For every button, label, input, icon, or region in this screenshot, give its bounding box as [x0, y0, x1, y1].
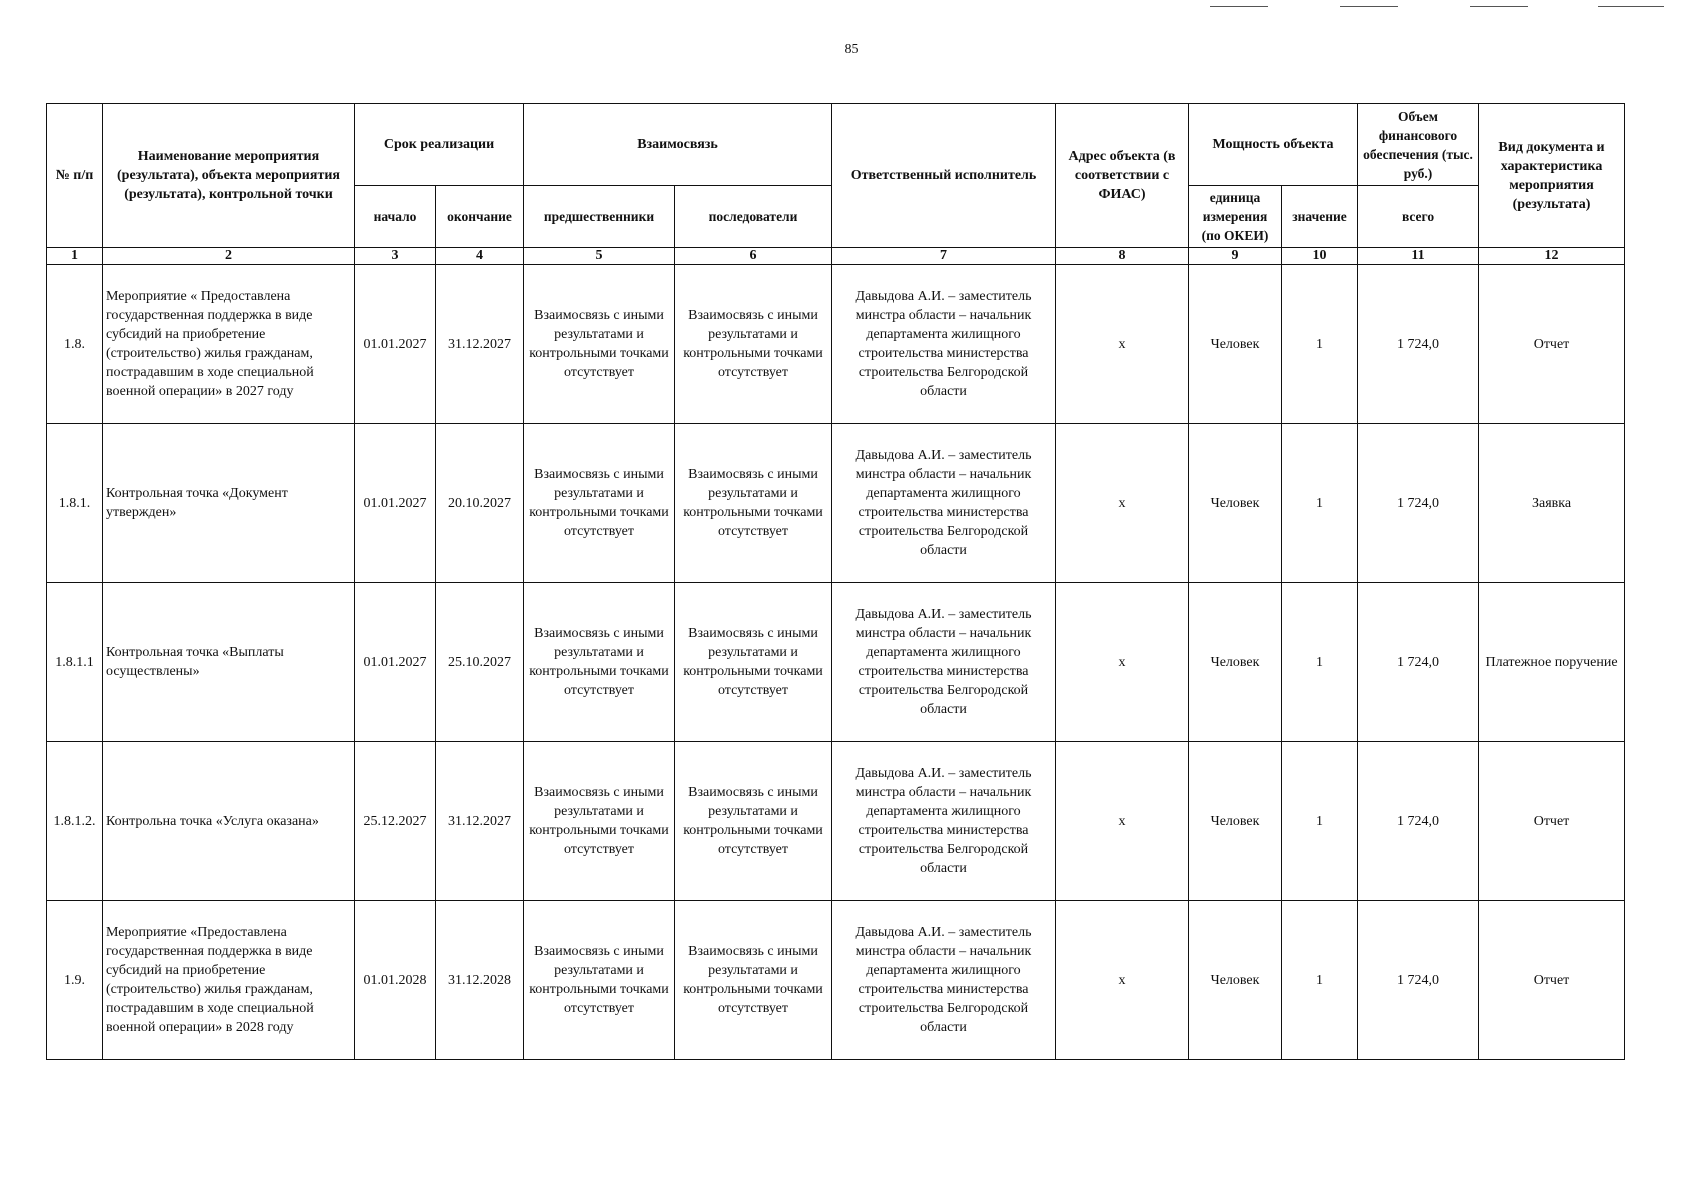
table-row — [47, 901, 1625, 1060]
cell-predecessors: Взаимосвязь с иными результатами и контрольными точками отсутствует — [524, 742, 675, 901]
cell-value: 1 — [1282, 583, 1358, 742]
cell-predecessors: Взаимосвязь с иными результатами и контрольными точками отсутствует — [524, 424, 675, 583]
cell-total: 1 724,0 — [1358, 265, 1479, 424]
cell-start: 25.12.2027 — [355, 742, 436, 901]
cell-doc: Отчет — [1479, 742, 1625, 901]
cell-executor: Давыдова А.И. – заместитель минстра области – начальник департамента жилищного строительства министерства строительства Белгородской области — [832, 901, 1056, 1060]
cell-num: 1.8.1. — [47, 424, 103, 583]
cell-total: 1 724,0 — [1358, 583, 1479, 742]
cell-value: 1 — [1282, 265, 1358, 424]
cell-successors: Взаимосвязь с иными результатами и контрольными точками отсутствует — [675, 901, 832, 1060]
header-term-end: окончание — [436, 186, 524, 248]
header-capacity: Мощность объекта — [1189, 104, 1358, 186]
cell-end: 31.12.2027 — [436, 265, 524, 424]
column-number: 9 — [1189, 248, 1282, 265]
cell-successors: Взаимосвязь с иными результатами и контрольными точками отсутствует — [675, 424, 832, 583]
cell-start: 01.01.2027 — [355, 583, 436, 742]
cell-successors: Взаимосвязь с иными результатами и контрольными точками отсутствует — [675, 265, 832, 424]
header-unit: единица измерения (по ОКЕИ) — [1189, 186, 1282, 248]
cell-executor: Давыдова А.И. – заместитель минстра области – начальник департамента жилищного строительства министерства строительства Белгородской области — [832, 424, 1056, 583]
column-number: 11 — [1358, 248, 1479, 265]
scan-artifact-line — [1210, 6, 1268, 7]
page-number: 85 — [844, 42, 859, 57]
header-finance: Объем финансового обеспечения (тыс. руб.) — [1358, 104, 1479, 186]
cell-doc: Отчет — [1479, 901, 1625, 1060]
column-number: 6 — [675, 248, 832, 265]
table-row — [47, 583, 1625, 742]
cell-doc: Платежное поручение — [1479, 583, 1625, 742]
header-executor: Ответственный исполнитель — [832, 104, 1056, 248]
table-row — [47, 265, 1625, 424]
cell-name: Контрольная точка «Выплаты осуществлены» — [103, 583, 355, 742]
column-number: 3 — [355, 248, 436, 265]
header-address: Адрес объекта (в соответствии с ФИАС) — [1056, 104, 1189, 248]
cell-total: 1 724,0 — [1358, 742, 1479, 901]
plan-table — [46, 103, 1625, 1060]
column-number: 8 — [1056, 248, 1189, 265]
cell-name: Контрольная точка «Документ утвержден» — [103, 424, 355, 583]
cell-executor: Давыдова А.И. – заместитель минстра области – начальник департамента жилищного строительства министерства строительства Белгородской области — [832, 742, 1056, 901]
cell-value: 1 — [1282, 424, 1358, 583]
column-number: 12 — [1479, 248, 1625, 265]
cell-unit: Человек — [1189, 583, 1282, 742]
cell-predecessors: Взаимосвязь с иными результатами и контрольными точками отсутствует — [524, 265, 675, 424]
cell-start: 01.01.2027 — [355, 424, 436, 583]
header-relation: Взаимосвязь — [524, 104, 832, 186]
cell-address: х — [1056, 424, 1189, 583]
cell-num: 1.8.1.2. — [47, 742, 103, 901]
cell-num: 1.8. — [47, 265, 103, 424]
header-name: Наименование мероприятия (результата), объекта мероприятия (результата), контрольной точки — [103, 104, 355, 248]
cell-start: 01.01.2028 — [355, 901, 436, 1060]
column-number: 1 — [47, 248, 103, 265]
cell-start: 01.01.2027 — [355, 265, 436, 424]
cell-name: Мероприятие « Предоставлена государственная поддержка в виде субсидий на приобретение (строительство) жилья гражданам, пострадавшим в ходе специальной военной операции» в 2027 году — [103, 265, 355, 424]
header-term-start: начало — [355, 186, 436, 248]
cell-num: 1.9. — [47, 901, 103, 1060]
cell-executor: Давыдова А.И. – заместитель минстра области – начальник департамента жилищного строительства министерства строительства Белгородской области — [832, 583, 1056, 742]
cell-executor: Давыдова А.И. – заместитель минстра области – начальник департамента жилищного строительства министерства строительства Белгородской области — [832, 265, 1056, 424]
scan-artifact-line — [1470, 6, 1528, 7]
header-predecessors: предшественники — [524, 186, 675, 248]
cell-address: х — [1056, 901, 1189, 1060]
cell-predecessors: Взаимосвязь с иными результатами и контрольными точками отсутствует — [524, 901, 675, 1060]
cell-total: 1 724,0 — [1358, 901, 1479, 1060]
column-number: 5 — [524, 248, 675, 265]
header-successors: последователи — [675, 186, 832, 248]
header-num: № п/п — [47, 104, 103, 248]
column-number: 10 — [1282, 248, 1358, 265]
cell-value: 1 — [1282, 742, 1358, 901]
cell-predecessors: Взаимосвязь с иными результатами и контрольными точками отсутствует — [524, 583, 675, 742]
header-value: значение — [1282, 186, 1358, 248]
cell-address: х — [1056, 265, 1189, 424]
column-number: 2 — [103, 248, 355, 265]
cell-doc: Заявка — [1479, 424, 1625, 583]
scan-artifact-line — [1598, 6, 1664, 7]
cell-end: 31.12.2027 — [436, 742, 524, 901]
cell-end: 20.10.2027 — [436, 424, 524, 583]
cell-unit: Человек — [1189, 424, 1282, 583]
cell-total: 1 724,0 — [1358, 424, 1479, 583]
cell-unit: Человек — [1189, 901, 1282, 1060]
cell-doc: Отчет — [1479, 265, 1625, 424]
column-number: 7 — [832, 248, 1056, 265]
cell-unit: Человек — [1189, 265, 1282, 424]
cell-address: х — [1056, 583, 1189, 742]
cell-unit: Человек — [1189, 742, 1282, 901]
header-finance-total: всего — [1358, 186, 1479, 248]
cell-num: 1.8.1.1 — [47, 583, 103, 742]
cell-address: х — [1056, 742, 1189, 901]
table-row — [47, 424, 1625, 583]
header-term: Срок реализации — [355, 104, 524, 186]
cell-name: Контрольна точка «Услуга оказана» — [103, 742, 355, 901]
cell-end: 25.10.2027 — [436, 583, 524, 742]
column-number: 4 — [436, 248, 524, 265]
cell-value: 1 — [1282, 901, 1358, 1060]
header-doc-type: Вид документа и характеристика мероприятия (результата) — [1479, 104, 1625, 248]
cell-successors: Взаимосвязь с иными результатами и контрольными точками отсутствует — [675, 742, 832, 901]
cell-name: Мероприятие «Предоставлена государственная поддержка в виде субсидий на приобретение (строительство) жилья гражданам, пострадавшим в ходе специальной военной операции» в 2028 году — [103, 901, 355, 1060]
scan-artifact-line — [1340, 6, 1398, 7]
cell-successors: Взаимосвязь с иными результатами и контрольными точками отсутствует — [675, 583, 832, 742]
cell-end: 31.12.2028 — [436, 901, 524, 1060]
table-row — [47, 742, 1625, 901]
